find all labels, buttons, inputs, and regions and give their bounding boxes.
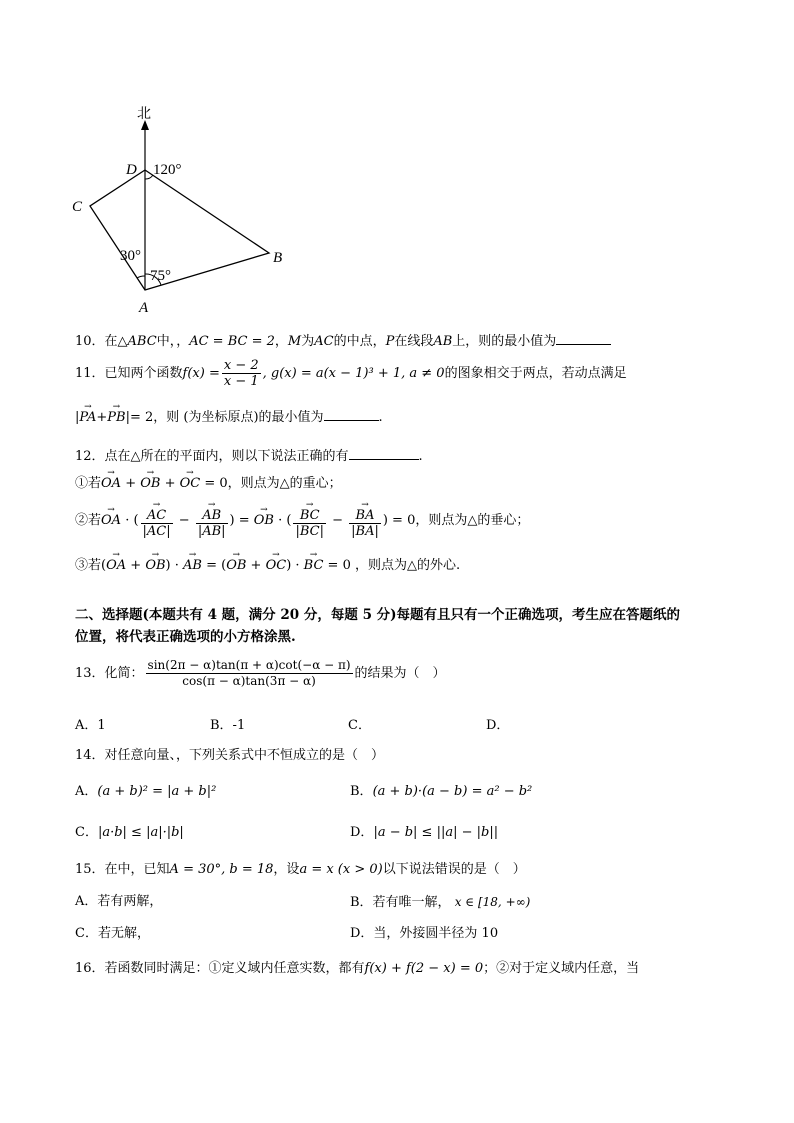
q10-segment-ab: AB (433, 334, 453, 349)
q10-text: ， (274, 334, 288, 349)
q11-number: 11．已知两个函数 (75, 366, 183, 381)
q11-fraction (222, 358, 261, 389)
q14-option-d[interactable]: D．|a − b| ≤ ||a| − |b|| (350, 825, 499, 840)
q11-frac-num: x − 2 (223, 358, 259, 373)
label-a: A (139, 300, 149, 316)
q15-option-c[interactable]: C．若无解， (75, 926, 150, 941)
label-c: C (72, 199, 83, 215)
vector-ob: → OB (140, 468, 161, 491)
angle-30: 30° (120, 248, 141, 264)
q11-abs: | (75, 410, 80, 425)
q13-option-b[interactable]: B．-1 (210, 718, 246, 733)
q13-number: 13．化简： (75, 666, 144, 681)
section-2-line2: 位置，将代表正确选项的小方格涂黑. (75, 629, 296, 645)
q12-statement-3: ③若( → OA + → OB ) · → AB = ( → OB + → OC ) · → BC = 0 ，则点为△的外心. (75, 550, 461, 573)
q11-text: |= 2，则 (为坐标原点)的最小值为 (125, 410, 324, 425)
question-12 (75, 447, 423, 465)
vector-oa: → OA (101, 468, 122, 491)
question-11-line2 (75, 404, 383, 426)
section-2-header (75, 604, 680, 648)
q10-text: 上，则的最小值为 (452, 334, 557, 349)
section-2-line1: 二、选择题(本题共有 4 题，满分 20 分，每题 5 分)每题有且只有一个正确选项，考生应在答题纸的 (75, 607, 681, 623)
frac-ba: → BA |BA| (351, 500, 379, 539)
q13-option-a[interactable]: A．1 (75, 718, 106, 733)
answer-blank (556, 332, 611, 345)
q11-frac-den: x − 1 (223, 374, 259, 389)
vector-pb: → PB (107, 402, 126, 425)
vector-ob: → OB (253, 505, 274, 528)
q10-text: 为 (301, 334, 315, 349)
q10-text: 在线段 (394, 334, 434, 349)
q11-text: 的图象相交于两点，若动点满足 (444, 366, 627, 381)
vector-pa: → PA (79, 402, 97, 425)
question-14: 14．对任意向量、，下列关系式中不恒成立的是（ ） (75, 748, 385, 763)
q14-option-a[interactable]: A．(a + b)² = |a + b|² (75, 784, 217, 799)
q10-number: 10．在 (75, 334, 118, 349)
q13-numerator: sin(2π − α)tan(π + α)cot(−α − π) (147, 658, 351, 672)
q15-option-a[interactable]: A．若有两解， (75, 894, 163, 909)
q10-text: 的中点， (333, 334, 386, 349)
label-d: D (126, 162, 137, 178)
north-label: 北 (137, 107, 151, 122)
vector-oa: → OA (101, 505, 122, 528)
q12-end: . (418, 449, 423, 464)
q10-condition: AC = BC = 2 (189, 334, 275, 349)
q10-triangle: △ABC (117, 334, 157, 349)
q10-segment-ac: AC (314, 334, 334, 349)
q11-g: , g(x) = a(x − 1)³ + 1, a ≠ 0 (262, 366, 445, 381)
q13-option-c[interactable]: C． (348, 718, 371, 733)
vector-oc: → OC (179, 468, 201, 491)
q10-point-m: M (287, 334, 302, 349)
question-10 (75, 332, 611, 350)
angle-arc-d (145, 175, 153, 179)
question-15: 15．在中，已知A = 30°, b = 18，设a = x (x > 0)以下说法错误的是（ ） (75, 862, 526, 877)
q14-option-b[interactable]: B．(a + b)·(a − b) = a² − b² (350, 784, 533, 799)
q13-option-d[interactable]: D． (486, 718, 510, 733)
question-13 (75, 658, 446, 689)
q12-statement-1: ①若 → OA + → OB + → OC = 0，则点为△的重心； (75, 468, 342, 491)
geometry-figure (60, 100, 300, 320)
q10-text: 中，， (156, 334, 190, 349)
q10-point-p: P (385, 334, 395, 349)
quadrilateral (90, 170, 269, 290)
q12-statement-2: ②若 → OA · ( → AC |AC| − → AB |AB| ) = → OB · ( → BC |BC| − → BA |BA| ) = 0，则点为△的垂心； (75, 500, 530, 539)
q11-end: . (378, 410, 383, 425)
q13-denominator: cos(π − α)tan(3π − α) (182, 674, 316, 688)
q12-stem: 12．点在△所在的平面内，则以下说法正确的有 (75, 449, 349, 464)
angle-75: 75° (150, 268, 171, 284)
frac-bc: → BC |BC| (295, 500, 324, 539)
answer-blank (324, 408, 379, 421)
label-b: B (273, 250, 283, 266)
q11-f: f(x) = (182, 366, 220, 381)
q15-option-d[interactable]: D．当，外接圆半径为 10 (350, 926, 499, 941)
q15-option-b[interactable]: B．若有唯一解， x ∈ [18, +∞) (350, 895, 531, 910)
frac-ac: → AC |AC| (142, 500, 171, 539)
angle-120: 120° (153, 162, 182, 178)
question-16: 16．若函数同时满足：①定义域内任意实数，都有f(x) + f(2 − x) = 0；②对于定义域内任意，当 (75, 961, 640, 976)
q14-option-c[interactable]: C．|a·b| ≤ |a|·|b| (75, 825, 184, 840)
frac-ab: → AB |AB| (197, 500, 226, 539)
q13-fraction (146, 658, 353, 689)
question-11 (75, 358, 627, 389)
angle-arc-a-left (137, 276, 145, 278)
q13-tail: 的结果为（ ） (354, 666, 446, 681)
q11-plus: + (96, 410, 108, 425)
answer-blank (349, 447, 419, 460)
